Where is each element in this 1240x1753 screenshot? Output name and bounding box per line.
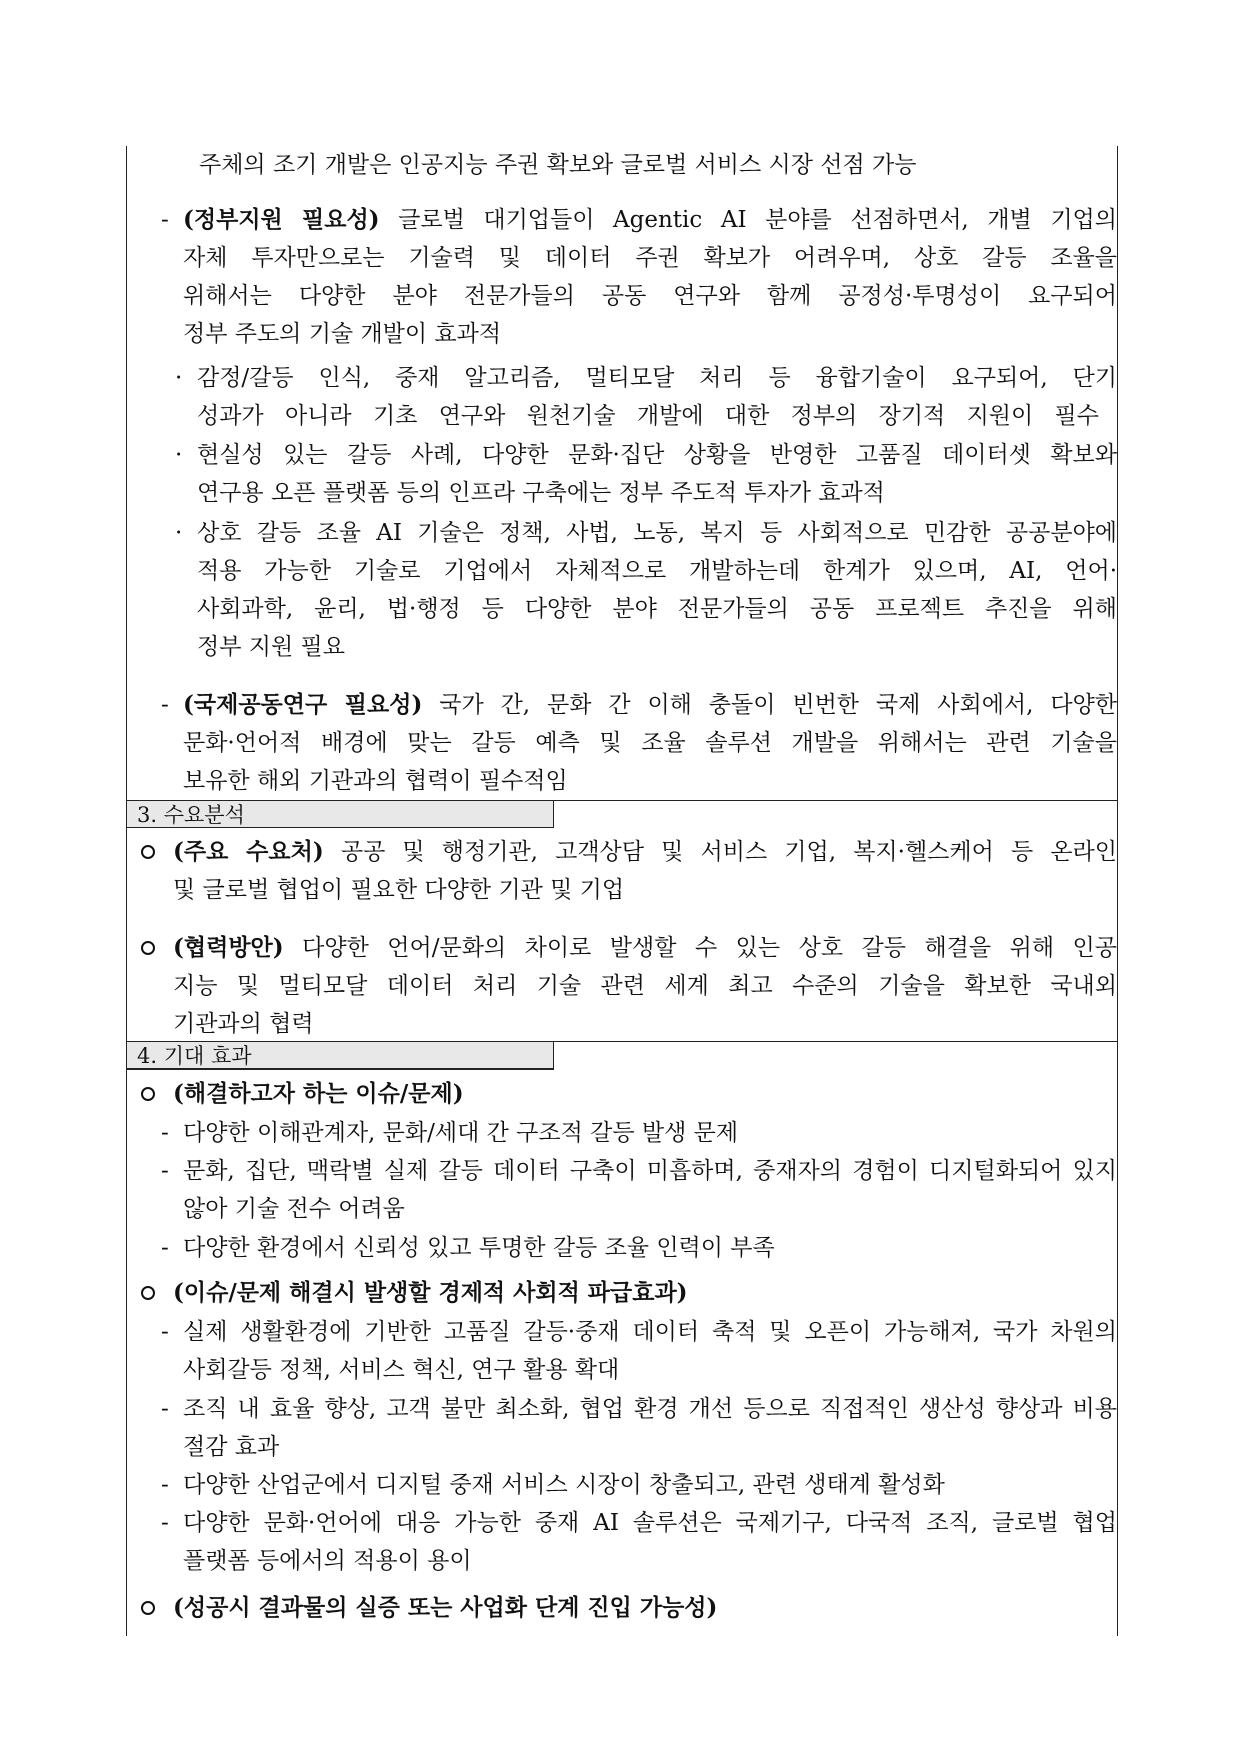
section3-item2-line-1: 지능 및 멀티모달 데이터 처리 기술 관련 세계 최고 수준의 기술을 확보한 국내외 — [173, 973, 1117, 999]
s4-g1-i2-line-1: 않아 기술 전수 어려움 — [183, 1196, 405, 1222]
intl-line-2: 보유한 해외 기관과의 협력이 필수적임 — [183, 768, 568, 794]
s4-g2-i1-dash: - — [161, 1319, 169, 1345]
intro-line: 주체의 조기 개발은 인공지능 주권 확보와 글로벌 서비스 시장 선점 가능 — [199, 152, 917, 178]
s4-g2-i4-line-0: 다양한 문화·언어에 대응 가능한 중재 AI 솔루션은 국제기구, 다국적 조직, 글로벌 협업 — [183, 1510, 1117, 1536]
s4-g1-i3-line-0: 다양한 환경에서 신뢰성 있고 투명한 갈등 조율 인력이 부족 — [183, 1235, 775, 1261]
section3-item1-text-0: 공공 및 행정기관, 고객상담 및 서비스 기업, 복지·헬스케어 등 온라인 — [323, 839, 1117, 865]
intl-line-1: 문화·언어적 배경에 맞는 갈등 예측 및 조율 솔루션 개발을 위해서는 관련 기술을 — [183, 730, 1117, 756]
s4-g2-i3-line-0: 다양한 산업군에서 디지털 중재 서비스 시장이 창출되고, 관련 생태계 활성화 — [183, 1472, 945, 1498]
gov-support-text-0: 글로벌 대기업들이 Agentic AI 분야를 선점하면서, 개별 기업의 — [379, 207, 1117, 233]
intl-text-0: 국가 간, 문화 간 이해 충돌이 빈번한 국제 사회에서, 다양한 — [422, 692, 1117, 718]
point-2-mark: · — [175, 442, 183, 468]
s4-g2-i4-dash: - — [161, 1510, 169, 1536]
s4-g1-i2-dash: - — [161, 1158, 169, 1184]
section3-item2-line-2: 기관과의 협력 — [173, 1011, 314, 1037]
section3-item2-bullet — [141, 941, 155, 955]
point-3-line-1: 적용 가능한 기술로 기업에서 자체적으로 개발하는데 한계가 있으며, AI, 언어· — [197, 558, 1117, 584]
section3-item1-label: (주요 수요처) — [173, 838, 324, 865]
point-2-line-0: 현실성 있는 갈등 사례, 다양한 문화·집단 상황을 반영한 고품질 데이터셋 확보와 — [197, 442, 1117, 468]
intl-dash: - — [161, 692, 169, 718]
gov-support-line-3: 정부 주도의 기술 개발이 효과적 — [183, 321, 502, 347]
gov-support-dash: - — [161, 207, 169, 233]
s4-g1-i3-dash: - — [161, 1235, 169, 1261]
gov-support-line-0 — [183, 201, 1117, 239]
section3-item2-text-0: 다양한 언어/문화의 차이로 발생할 수 있는 상호 갈등 해결을 위해 인공 — [283, 935, 1117, 961]
s4-g1-i1-dash: - — [161, 1120, 169, 1146]
s4-g2-i2-line-1: 절감 효과 — [183, 1434, 280, 1460]
point-1-mark: · — [175, 365, 183, 391]
s4-g3-bullet — [141, 1601, 155, 1615]
intl-line-0 — [183, 686, 1117, 724]
s4-g2-i1-line-1: 사회갈등 정책, 서비스 혁신, 연구 활용 확대 — [183, 1357, 620, 1383]
s4-g1-i2-line-0: 문화, 집단, 맥락별 실제 갈등 데이터 구축이 미흡하며, 중재자의 경험이 디지털화되어 있지 — [183, 1158, 1117, 1184]
point-3-mark: · — [175, 520, 183, 546]
intl-label: (국제공동연구 필요성) — [183, 691, 423, 718]
s4-g2-heading: (이슈/문제 해결시 발생할 경제적 사회적 파급효과) — [173, 1279, 688, 1306]
section3-item1-line-1: 및 글로벌 협업이 필요한 다양한 기관 및 기업 — [173, 877, 625, 903]
s4-g3-heading: (성공시 결과물의 실증 또는 사업화 단계 진입 가능성) — [173, 1594, 718, 1621]
point-1-line-0: 감정/갈등 인식, 중재 알고리즘, 멀티모달 처리 등 융합기술이 요구되어, 단기 — [197, 365, 1117, 391]
section3-item2-label: (협력방안) — [173, 934, 284, 961]
section4-title: 4. 기대 효과 — [127, 1041, 554, 1069]
section3-item1-line-0 — [173, 833, 1117, 871]
s4-g1-heading: (해결하고자 하는 이슈/문제) — [173, 1080, 464, 1107]
point-2-line-1: 연구용 오픈 플랫폼 등의 인프라 구축에는 정부 주도적 투자가 효과적 — [197, 480, 885, 506]
s4-g1-i1-line-0: 다양한 이해관계자, 문화/세대 간 구조적 갈등 발생 문제 — [183, 1120, 739, 1146]
gov-support-line-1: 자체 투자만으로는 기술력 및 데이터 주권 확보가 어려우며, 상호 갈등 조율을 — [183, 245, 1117, 271]
s4-g2-i3-dash: - — [161, 1472, 169, 1498]
section3-title: 3. 수요분석 — [127, 800, 554, 828]
point-3-line-0: 상호 갈등 조율 AI 기술은 정책, 사법, 노동, 복지 등 사회적으로 민감한 공공분야에 — [197, 520, 1117, 546]
s4-g2-bullet — [141, 1286, 155, 1300]
point-1-line-1: 성과가 아니라 기초 연구와 원천기술 개발에 대한 정부의 장기적 지원이 필수 — [197, 403, 1099, 429]
s4-g2-i2-line-0: 조직 내 효율 향상, 고객 불만 최소화, 협업 환경 개선 등으로 직접적인 생산성 향상과 비용 — [183, 1396, 1117, 1422]
section3-item2-line-0 — [173, 929, 1117, 967]
s4-g2-i4-line-1: 플랫폼 등에서의 적용이 용이 — [183, 1548, 472, 1574]
section3-item1-bullet — [141, 845, 155, 859]
gov-support-line-2: 위해서는 다양한 분야 전문가들의 공동 연구와 함께 공정성·투명성이 요구되어 — [183, 283, 1117, 309]
point-3-line-2: 사회과학, 윤리, 법·행정 등 다양한 분야 전문가들의 공동 프로젝트 추진을 위해 — [197, 596, 1117, 622]
s4-g2-i2-dash: - — [161, 1396, 169, 1422]
gov-support-label: (정부지원 필요성) — [183, 206, 380, 233]
s4-g1-bullet — [141, 1087, 155, 1101]
section4-rule-bottom — [127, 1069, 554, 1070]
document-frame — [126, 146, 1118, 1636]
point-3-line-3: 정부 지원 필요 — [197, 634, 345, 660]
s4-g2-i1-line-0: 실제 생활환경에 기반한 고품질 갈등·중재 데이터 축적 및 오픈이 가능해져, 국가 차원의 — [183, 1319, 1117, 1345]
